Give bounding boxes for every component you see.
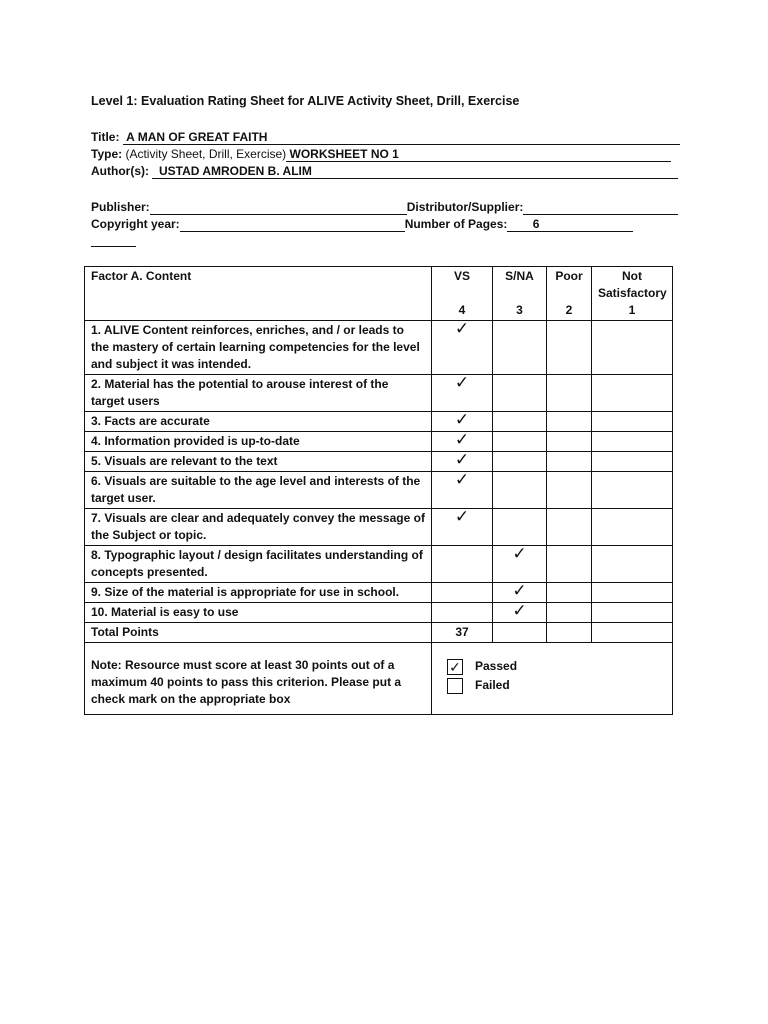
type-field [91, 146, 671, 162]
passed-checkbox[interactable] [447, 659, 463, 675]
rating-cell[interactable] [493, 412, 547, 432]
title-label: Title: [91, 130, 120, 144]
empty-cell [592, 623, 673, 643]
table-row [85, 452, 673, 472]
col-score: 3 [516, 303, 523, 317]
check-icon: ✓ [454, 470, 470, 489]
rating-cell[interactable] [592, 412, 673, 432]
check-icon: ✓ [449, 658, 461, 675]
type-value[interactable] [286, 147, 671, 162]
criterion-text: 8. Typographic layout / design facilitates understanding of concepts presented. [85, 546, 432, 583]
table-row [85, 583, 673, 603]
col-header [592, 267, 673, 321]
rating-cell[interactable] [547, 583, 592, 603]
empty-cell [547, 623, 592, 643]
publisher-label: Publisher: [91, 200, 150, 214]
table-row [85, 432, 673, 452]
check-icon: ✓ [512, 581, 527, 600]
col-label: S/NA [505, 269, 534, 283]
rating-cell[interactable] [547, 452, 592, 472]
copyright-label: Copyright year: [91, 217, 180, 231]
factor-header: Factor A. Content [85, 267, 432, 321]
criterion-text: 5. Visuals are relevant to the text [85, 452, 432, 472]
check-icon: ✓ [454, 319, 470, 338]
author-value-text: USTAD AMRODEN B. ALIM [159, 164, 312, 178]
rating-cell[interactable] [592, 472, 673, 509]
rating-cell[interactable] [547, 472, 592, 509]
rating-cell[interactable] [493, 603, 547, 623]
type-label: Type: [91, 147, 123, 161]
author-label: Author(s): [91, 164, 149, 178]
rating-cell[interactable] [547, 546, 592, 583]
rating-cell[interactable] [547, 603, 592, 623]
rating-cell[interactable] [592, 509, 673, 546]
rating-cell[interactable] [432, 472, 493, 509]
rating-cell[interactable] [592, 583, 673, 603]
rating-cell[interactable] [432, 412, 493, 432]
page-heading: Level 1: Evaluation Rating Sheet for ALIVE Activity Sheet, Drill, Exercise [91, 94, 520, 108]
check-icon: ✓ [512, 601, 527, 620]
check-icon: ✓ [512, 544, 527, 563]
rating-cell[interactable] [432, 509, 493, 546]
criterion-text: 4. Information provided is up-to-date [85, 432, 432, 452]
table-row [85, 603, 673, 623]
type-value-text: WORKSHEET NO 1 [289, 147, 399, 161]
rating-cell[interactable] [432, 546, 493, 583]
title-value-text: A MAN OF GREAT FAITH [126, 130, 268, 144]
copyright-value[interactable] [180, 217, 405, 232]
col-score: 2 [565, 303, 573, 317]
type-hint: (Activity Sheet, Drill, Exercise) [125, 147, 287, 161]
check-icon: ✓ [454, 450, 470, 469]
rating-rows [85, 321, 673, 623]
pages-label: Number of Pages: [404, 217, 508, 231]
rating-table [84, 266, 673, 715]
rating-cell[interactable] [547, 375, 592, 412]
rating-cell[interactable] [547, 412, 592, 432]
rating-cell[interactable] [493, 583, 547, 603]
rating-cell[interactable] [592, 321, 673, 375]
criterion-text: 9. Size of the material is appropriate for use in school. [85, 583, 432, 603]
rating-cell[interactable] [432, 321, 493, 375]
table-row [85, 546, 673, 583]
empty-cell [493, 623, 547, 643]
result-options [432, 643, 673, 715]
pages-value-text: 6 [532, 217, 540, 231]
table-row [85, 375, 673, 412]
col-label: Not Satisfactory [598, 269, 667, 300]
check-icon: ✓ [454, 410, 470, 429]
publisher-value[interactable] [150, 200, 407, 215]
col-header [493, 267, 547, 321]
failed-checkbox[interactable] [447, 678, 463, 694]
rating-cell[interactable] [592, 546, 673, 583]
rating-cell[interactable] [493, 321, 547, 375]
rating-cell[interactable] [432, 583, 493, 603]
rating-cell[interactable] [547, 509, 592, 546]
failed-label: Failed [475, 678, 510, 692]
rating-cell[interactable] [547, 432, 592, 452]
table-header-row [85, 267, 673, 321]
criterion-text: 1. ALIVE Content reinforces, enriches, and / or leads to the mastery of certain learning competencies for the level and subject it was intended. [85, 321, 432, 375]
rating-cell[interactable] [592, 375, 673, 412]
rating-cell[interactable] [493, 509, 547, 546]
col-label: VS [453, 269, 470, 283]
rating-cell[interactable] [432, 603, 493, 623]
table-row [85, 509, 673, 546]
col-label: Poor [555, 269, 583, 283]
rating-cell[interactable] [493, 432, 547, 452]
check-icon: ✓ [454, 507, 470, 526]
rating-cell[interactable] [432, 432, 493, 452]
rating-cell[interactable] [432, 375, 493, 412]
total-value: 37 [432, 623, 493, 643]
distributor-label: Distributor/Supplier: [406, 200, 524, 214]
rating-cell[interactable] [592, 452, 673, 472]
col-score: 4 [458, 303, 466, 317]
col-header [432, 267, 493, 321]
rating-cell[interactable] [547, 321, 592, 375]
table-row [85, 412, 673, 432]
title-value[interactable] [123, 130, 680, 145]
note-text: Note: Resource must score at least 30 points out of a maximum 40 points to pass this criterion. Please put a check mark on the appropriate box [85, 643, 432, 715]
rating-cell[interactable] [493, 452, 547, 472]
publisher-field [91, 199, 678, 215]
table-row [85, 472, 673, 509]
table-row [85, 321, 673, 375]
criterion-text: 3. Facts are accurate [85, 412, 432, 432]
rating-cell[interactable] [592, 432, 673, 452]
rating-cell[interactable] [592, 603, 673, 623]
criterion-text: 6. Visuals are suitable to the age level and interests of the target user. [85, 472, 432, 509]
check-icon: ✓ [454, 373, 470, 392]
total-label: Total Points [85, 623, 432, 643]
passed-option[interactable] [447, 657, 666, 676]
continuation-line [91, 246, 136, 247]
rating-cell[interactable] [493, 546, 547, 583]
note-row [85, 643, 673, 715]
rating-cell[interactable] [432, 452, 493, 472]
criterion-text: 10. Material is easy to use [85, 603, 432, 623]
pages-value[interactable] [507, 217, 633, 232]
rating-cell[interactable] [493, 472, 547, 509]
author-value[interactable] [152, 164, 678, 179]
criterion-text: 7. Visuals are clear and adequately convey the message of the Subject or topic. [85, 509, 432, 546]
total-row [85, 623, 673, 643]
title-field [91, 129, 680, 145]
failed-option[interactable] [447, 676, 666, 695]
criterion-text: 2. Material has the potential to arouse interest of the target users [85, 375, 432, 412]
author-field [91, 163, 678, 179]
col-header [547, 267, 592, 321]
col-score: 1 [628, 303, 636, 317]
passed-label: Passed [475, 659, 518, 673]
copyright-field [91, 216, 633, 232]
rating-cell[interactable] [493, 375, 547, 412]
distributor-value[interactable] [523, 200, 678, 215]
check-icon: ✓ [454, 430, 470, 449]
